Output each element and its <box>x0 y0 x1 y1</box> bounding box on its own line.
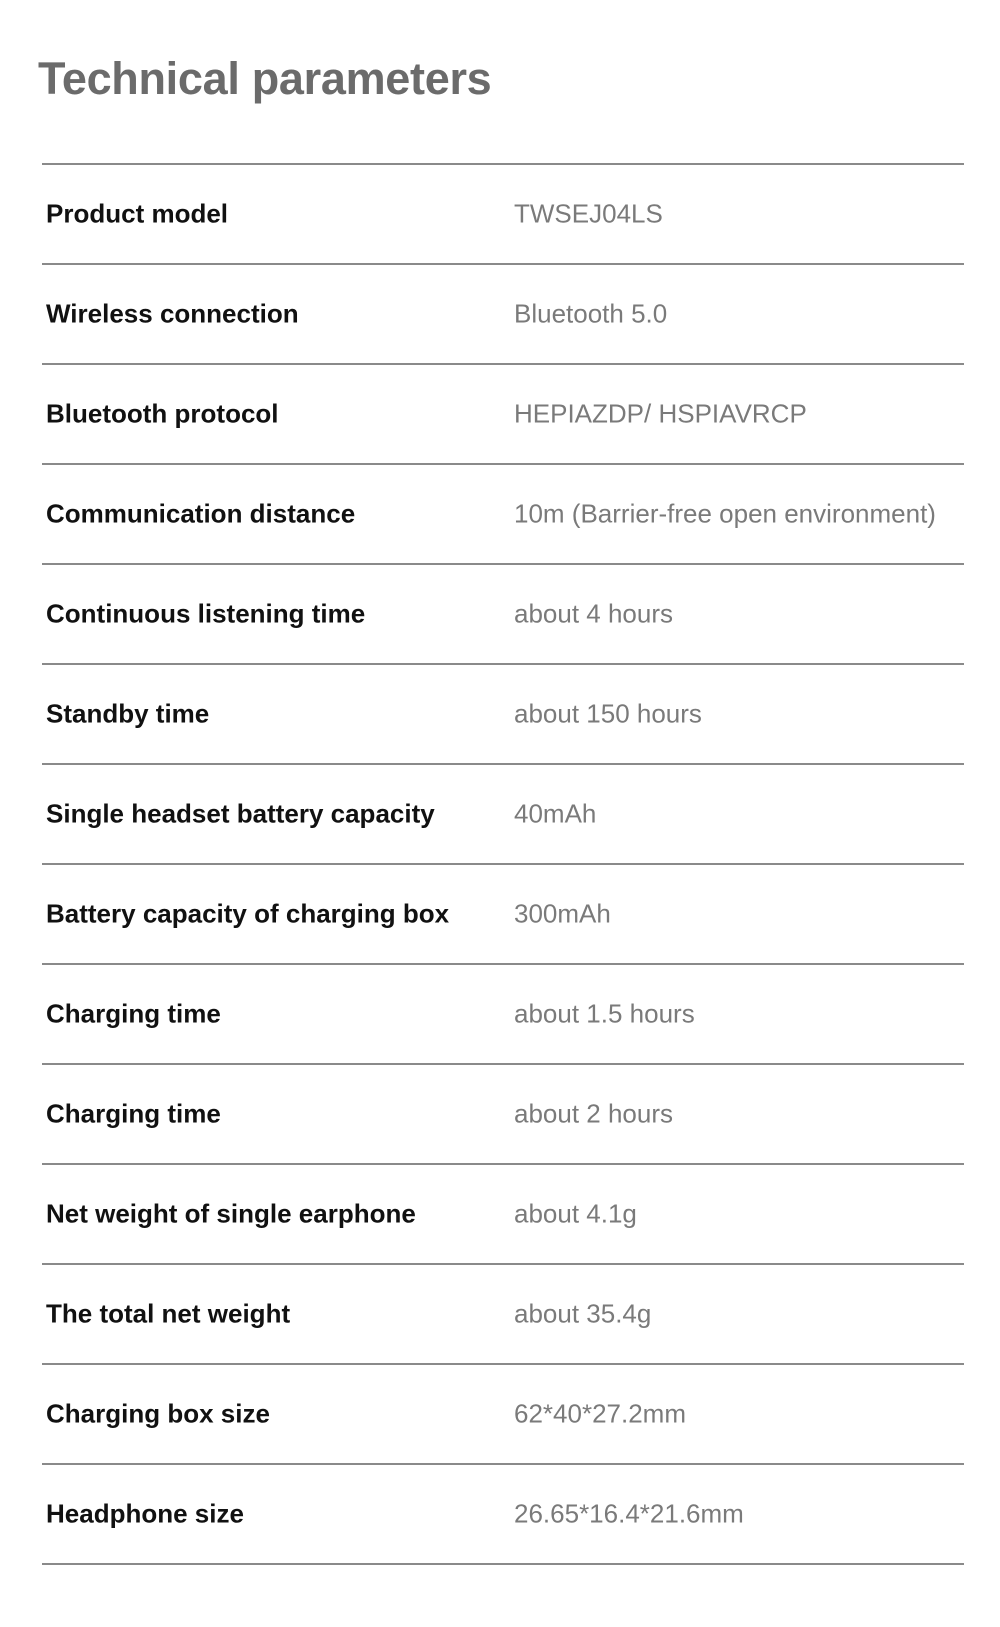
row-label: Net weight of single earphone <box>46 1198 416 1229</box>
row-label: Charging time <box>46 1098 221 1129</box>
table-row <box>42 565 964 665</box>
row-label: Charging time <box>46 998 221 1029</box>
row-value: about 1.5 hours <box>514 998 695 1029</box>
row-value: 26.65*16.4*21.6mm <box>514 1498 744 1529</box>
row-value: TWSEJ04LS <box>514 198 663 229</box>
row-value: Bluetooth 5.0 <box>514 298 668 329</box>
row-label: Product model <box>46 198 229 229</box>
table-row <box>42 1165 964 1265</box>
row-label: Wireless connection <box>46 298 299 329</box>
row-value: about 35.4g <box>514 1298 652 1329</box>
row-label: Standby time <box>46 698 210 729</box>
row-value: 300mAh <box>514 898 611 929</box>
table-row <box>42 665 964 765</box>
table-row <box>42 265 964 365</box>
row-label: Continuous listening time <box>46 598 366 629</box>
table-row <box>42 465 964 565</box>
table-row <box>42 165 964 265</box>
row-label: Battery capacity of charging box <box>46 898 450 929</box>
table-row <box>42 1265 964 1365</box>
table-row <box>42 1465 964 1565</box>
table-row <box>42 1065 964 1165</box>
row-value: about 4 hours <box>514 598 674 629</box>
table-row <box>42 765 964 865</box>
row-label: Communication distance <box>46 498 356 529</box>
table-row <box>42 1365 964 1465</box>
row-label: Headphone size <box>46 1498 244 1529</box>
page-title: Technical parameters <box>38 53 492 104</box>
row-label: Charging box size <box>46 1398 270 1429</box>
row-value: 10m (Barrier-free open environment) <box>514 498 936 529</box>
table-row <box>42 365 964 465</box>
row-value: HEPIAZDP/ HSPIAVRCP <box>514 398 807 429</box>
row-value: about 2 hours <box>514 1098 674 1129</box>
row-label: Single headset battery capacity <box>46 798 435 829</box>
row-value: 40mAh <box>514 798 597 829</box>
table-row <box>42 865 964 965</box>
row-label: The total net weight <box>46 1298 291 1329</box>
row-value: about 150 hours <box>514 698 702 729</box>
row-value: about 4.1g <box>514 1198 637 1229</box>
row-label: Bluetooth protocol <box>46 398 279 429</box>
table-row <box>42 965 964 1065</box>
row-value: 62*40*27.2mm <box>514 1398 686 1429</box>
spec-table <box>42 163 964 1565</box>
